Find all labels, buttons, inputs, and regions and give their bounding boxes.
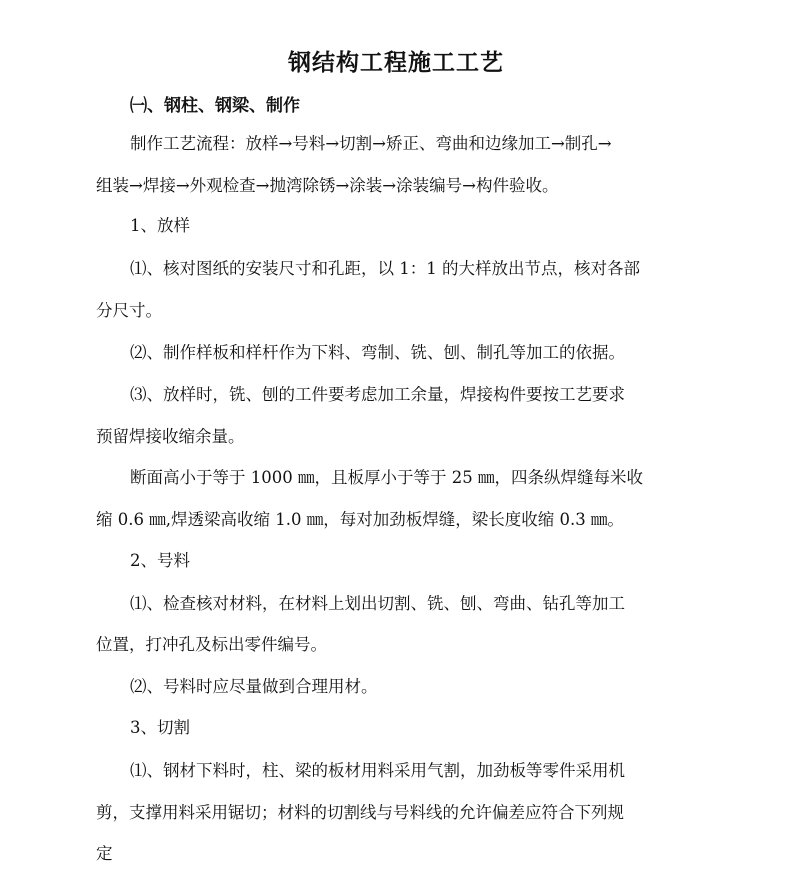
paragraph-line: ⑴、核对图纸的安装尺寸和孔距，以 1：1 的大样放出节点，核对各部 [130, 259, 640, 278]
paragraph-line: 预留焊接收缩余量。 [96, 427, 245, 446]
paragraph-line: 缩 0.6 ㎜,焊透梁高收缩 1.0 ㎜，每对加劲板焊缝，梁长度收缩 0.3 ㎜。 [96, 510, 624, 529]
paragraph-line: 断面高小于等于 1000 ㎜，且板厚小于等于 25 ㎜，四条纵焊缝每米收 [130, 468, 643, 487]
paragraph-line: 定 [96, 844, 113, 863]
paragraph-line: ⑴、检查核对材料，在材料上划出切割、铣、刨、弯曲、钻孔等加工 [130, 594, 625, 613]
paragraph-line: 制作工艺流程：放样→号料→切割→矫正、弯曲和边缘加工→制孔→ [130, 134, 612, 153]
paragraph-line: 组装→焊接→外观检查→抛湾除锈→涂装→涂装编号→构件验收。 [96, 176, 559, 195]
paragraph-line: ⑵、号料时应尽量做到合理用材。 [130, 677, 378, 696]
paragraph-line: 剪，支撑用料采用锯切；材料的切割线与号料线的允许偏差应符合下列规 [96, 803, 624, 822]
paragraph-line: 位置，打冲孔及标出零件编号。 [96, 635, 327, 654]
section-heading: ㈠、钢柱、钢梁、制作 [130, 96, 300, 116]
paragraph-line: ⑵、制作样板和样杆作为下料、弯制、铣、刨、制孔等加工的依据。 [130, 343, 625, 362]
subheading-qiege: 3、切割 [130, 718, 190, 737]
paragraph-line: 分尺寸。 [96, 301, 162, 320]
subheading-fangyang: 1、放样 [130, 216, 190, 235]
paragraph-line: ⑶、放样时，铣、刨的工件要考虑加工余量，焊接构件要按工艺要求 [130, 385, 625, 404]
paragraph-line: ⑴、钢材下料时，柱、梁的板材用料采用气割，加劲板等零件采用机 [130, 761, 625, 780]
subheading-haoliao: 2、号料 [130, 551, 190, 570]
document-title: 钢结构工程施工工艺 [288, 50, 504, 76]
